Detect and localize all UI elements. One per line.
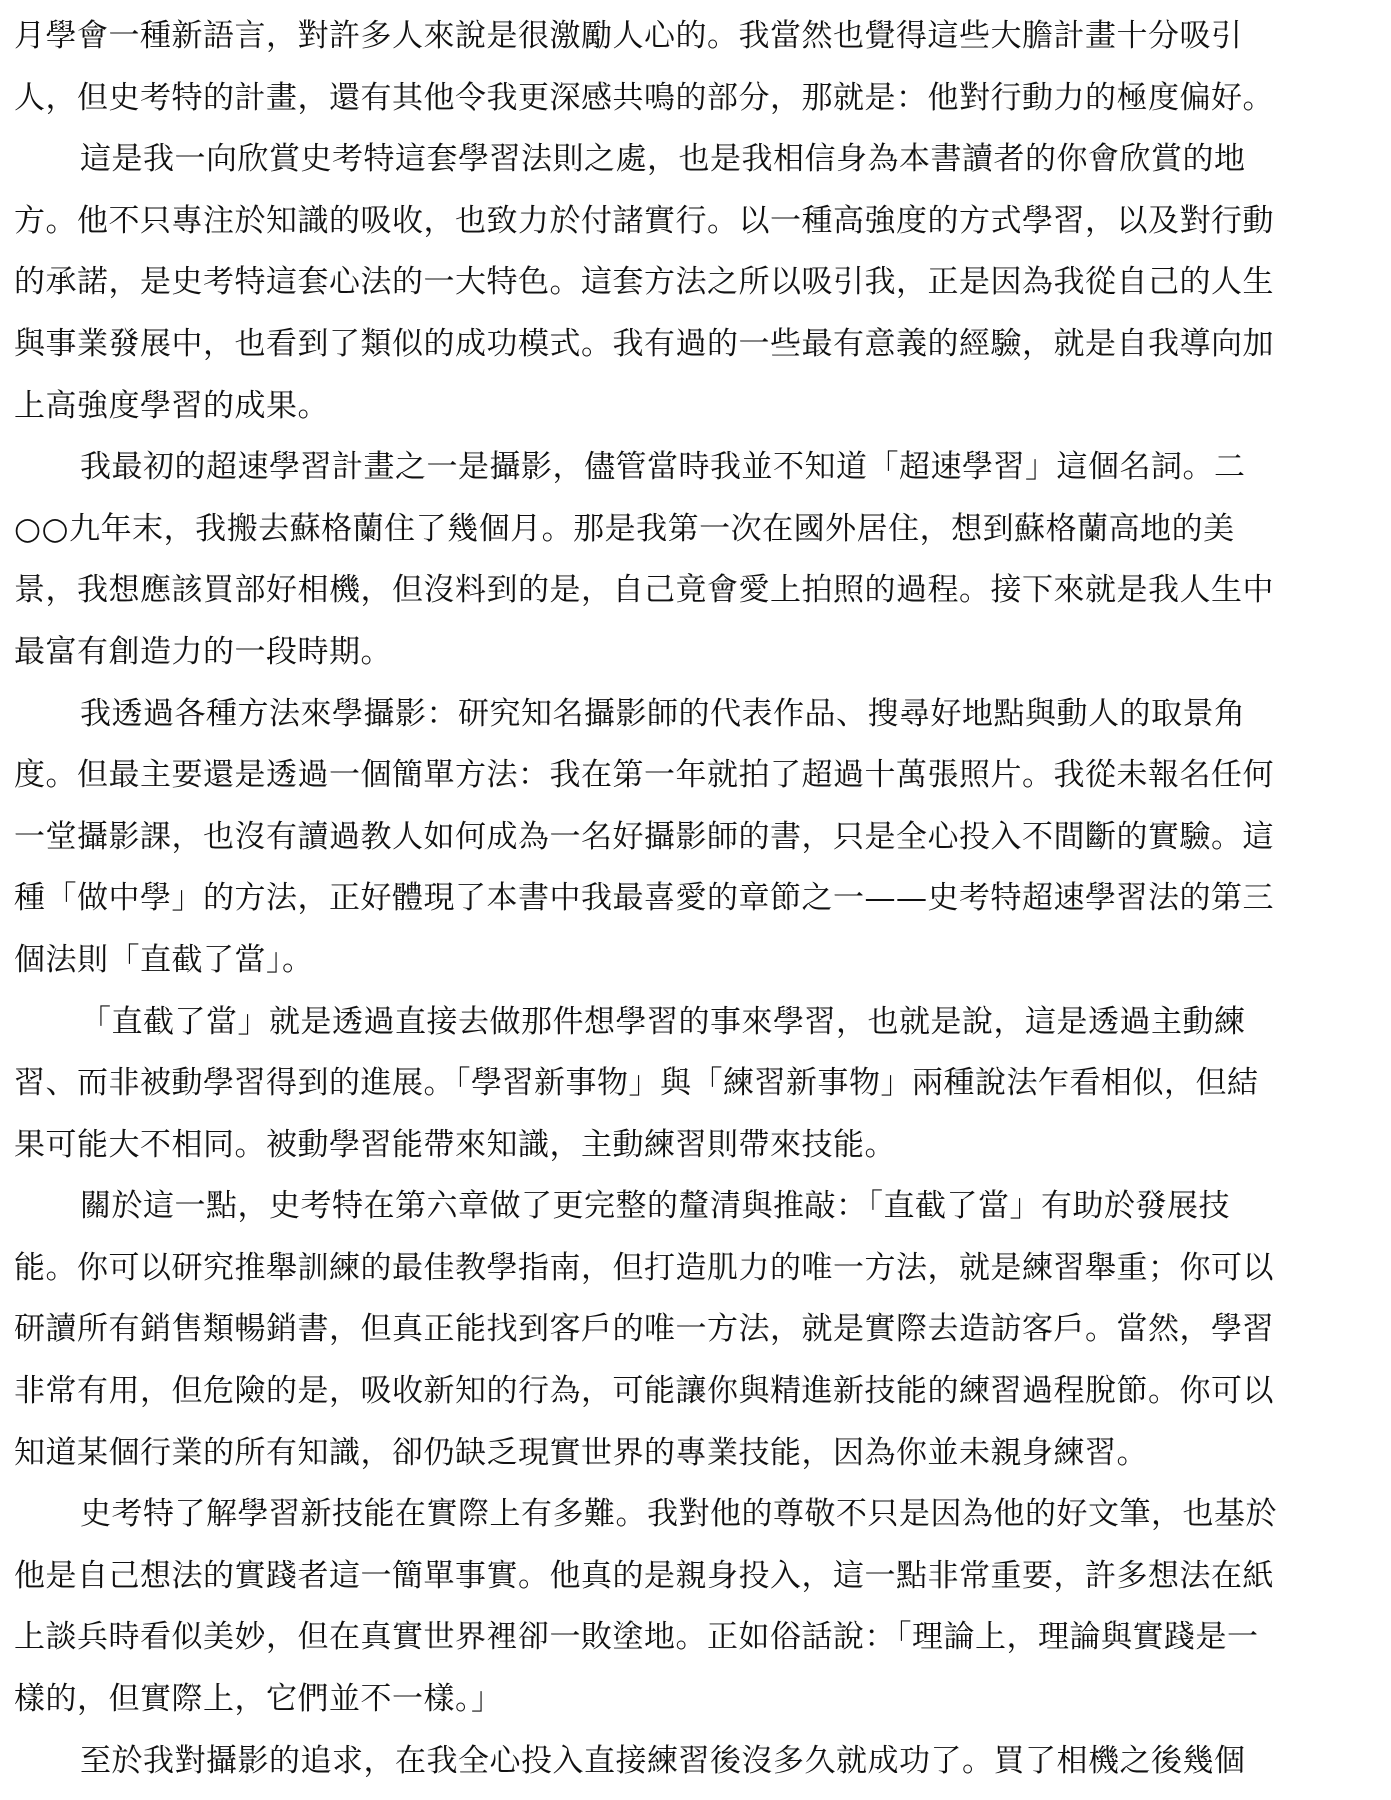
text-line: 最富有創造力的一段時期。 [14, 633, 392, 670]
text-line: 知道某個行業的所有知識，卻仍缺乏現實世界的專業技能，因為你並未親身練習。 [14, 1434, 1148, 1471]
text-line: 「直截了當」就是透過直接去做那件想學習的事來學習，也就是說，這是透過主動練 [80, 1003, 1246, 1040]
text-line: 他是自己想法的實踐者這一簡單事實。他真的是親身投入，這一點非常重要，許多想法在紙 [14, 1557, 1274, 1594]
text-line: 上談兵時看似美妙，但在真實世界裡卻一敗塗地。正如俗話說：「理論上，理論與實踐是一 [14, 1619, 1259, 1656]
text-line: 度。但最主要還是透過一個簡單方法：我在第一年就拍了超過十萬張照片。我從未報名任何 [14, 757, 1274, 794]
text-line: 種「做中學」的方法，正好體現了本書中我最喜愛的章節之一——史考特超速學習法的第三 [14, 880, 1274, 917]
text-line: 個法則「直截了當」。 [14, 941, 314, 978]
paragraph-5 [14, 992, 1381, 1177]
text-line: 方。他不只專注於知識的吸收，也致力於付諸實行。以一種高強度的方式學習，以及對行動 [14, 202, 1274, 239]
paragraph-8 [14, 1731, 1381, 1793]
text-line: 上高強度學習的成果。 [14, 387, 329, 424]
text-line: 的承諾，是史考特這套心法的一大特色。這套方法之所以吸引我，正是因為我從自己的人生 [14, 264, 1274, 301]
text-line: 果可能大不相同。被動學習能帶來知識，主動練習則帶來技能。 [14, 1126, 896, 1163]
text-line: 樣的，但實際上，它們並不一樣。」 [14, 1681, 503, 1718]
paragraph-7 [14, 1484, 1381, 1730]
paragraph-3 [14, 437, 1381, 683]
text-line: 我最初的超速學習計畫之一是攝影，儘管當時我並不知道「超速學習」這個名詞。二 [80, 449, 1246, 486]
text-line: 能。你可以研究推舉訓練的最佳教學指南，但打造肌力的唯一方法，就是練習舉重；你可以 [14, 1249, 1274, 1286]
text-line: 人，但史考特的計畫，還有其他令我更深感共鳴的部分，那就是：他對行動力的極度偏好。 [14, 79, 1274, 116]
text-line: 至於我對攝影的追求，在我全心投入直接練習後沒多久就成功了。買了相機之後幾個 [80, 1742, 1246, 1779]
text-line: 非常有用，但危險的是，吸收新知的行為，可能讓你與精進新技能的練習過程脫節。你可以 [14, 1373, 1274, 1410]
text-line: 研讀所有銷售類暢銷書，但真正能找到客戶的唯一方法，就是實際去造訪客戶。當然，學習 [14, 1311, 1274, 1348]
text-line: 景，我想應該買部好相機，但沒料到的是，自己竟會愛上拍照的過程。接下來就是我人生中 [14, 572, 1274, 609]
text-line: 關於這一點，史考特在第六章做了更完整的釐清與推敲：「直截了當」有助於發展技 [80, 1188, 1230, 1225]
text-line: 我透過各種方法來學攝影：研究知名攝影師的代表作品、搜尋好地點與動人的取景角 [80, 695, 1246, 732]
paragraph-6 [14, 1176, 1381, 1484]
text-line: ○○九年末，我搬去蘇格蘭住了幾個月。那是我第一次在國外居住，想到蘇格蘭高地的美 [14, 510, 1235, 547]
text-line: 這是我一向欣賞史考特這套學習法則之處，也是我相信身為本書讀者的你會欣賞的地 [80, 141, 1246, 178]
text-line: 與事業發展中，也看到了類似的成功模式。我有過的一些最有意義的經驗，就是自我導向加 [14, 325, 1274, 362]
text-line: 月學會一種新語言，對許多人來說是很激勵人心的。我當然也覺得這些大膽計畫十分吸引 [14, 18, 1243, 54]
paragraph-2 [14, 129, 1381, 437]
paragraph-1 [14, 6, 1381, 129]
text-line: 習、而非被動學習得到的進展。「學習新事物」與「練習新事物」兩種說法乍看相似，但結 [14, 1065, 1259, 1102]
text-line: 史考特了解學習新技能在實際上有多難。我對他的尊敬不只是因為他的好文筆，也基於 [80, 1496, 1277, 1533]
paragraph-4 [14, 684, 1381, 992]
text-line: 一堂攝影課，也沒有讀過教人如何成為一名好攝影師的書，只是全心投入不間斷的實驗。這 [14, 818, 1274, 855]
